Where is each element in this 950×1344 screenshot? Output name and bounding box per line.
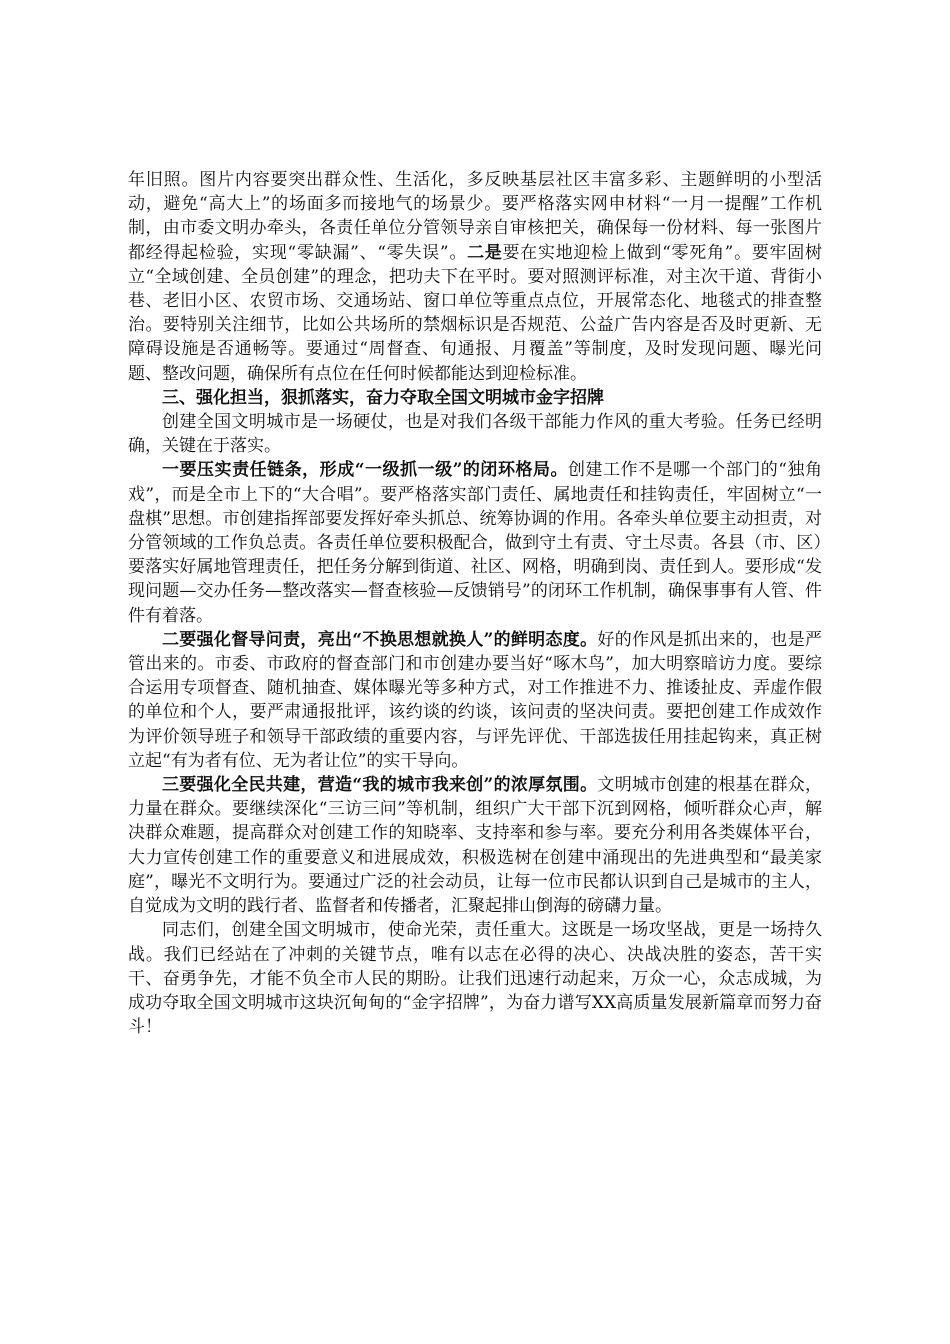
paragraph-point-1 [128, 458, 822, 627]
point-2-heading: 二要强化督导问责，亮出“不换思想就换人”的鲜明态度。 [162, 629, 598, 650]
document-body [128, 168, 822, 1039]
point-two-label: 二是 [467, 242, 503, 263]
point-3-heading: 三要强化全民共建，营造“我的城市我来创”的浓厚氛围。 [162, 775, 598, 796]
paragraph-text-cont: 要在实地迎检上做到“零死角”。要牢固树立“全域创建、全员创建”的理念，把功夫下在平时。要对照测评标准，对主次干道、背街小巷、老旧小区、农贸市场、交通场站、窗口单位等重点点位，开展常态化、地毯式的排查整治。要特别关注细节，比如公共场所的禁烟标识是否规范、公益广告内容是否及时更新、无障碍设施是否通畅等。要通过“周督查、旬通报、月覆盖”等制度，及时发现问题、曝光问题、整改问题，确保所有点位在任何时候都能达到迎检标准。 [128, 242, 823, 384]
point-1-text: 创建工作不是哪一个部门的“独角戏”，而是全市上下的“大合唱”。要严格落实部门责任、属地责任和挂钩责任，牢固树立“一盘棋”思想。市创建指挥部要发挥好牵头抓总、统筹协调的作用。各牵头单位要主动担责，对分管领域的工作负总责。各责任单位要积极配合，做到守土有责、守土尽责。各县（市、区）要落实好属地管理责任，把任务分解到街道、社区、网格，明确到岗、责任到人。要形成“发现问题—交办任务—整改落实—督查核验—反馈销号”的闭环工作机制，确保事事有人管、件件有着落。 [128, 460, 822, 626]
section-heading-3: 三、强化担当，狠抓落实，奋力夺取全国文明城市金字招牌 [162, 387, 604, 408]
paragraph-intro: 创建全国文明城市是一场硬仗，也是对我们各级干部能力作风的重大考验。任务已经明确，关键在于落实。 [128, 412, 822, 457]
paragraph-continuation [128, 168, 822, 386]
paragraph-point-2 [128, 628, 822, 773]
paragraph-point-3 [128, 773, 822, 918]
point-3-text: 文明城市创建的根基在群众，力量在群众。要继续深化“三访三问”等机制，组织广大干部下沉到网格，倾听群众心声，解决群众难题，提高群众对创建工作的知晓率、支持率和参与率。要充分利用各类媒体平台，大力宣传创建工作的重要意义和进展成效，积极选树在创建中涌现出的先进典型和“最美家庭”，曝光不文明行为。要通过广泛的社会动员，让每一位市民都认识到自己是城市的主人，自觉成为文明的践行者、监督者和传播者，汇聚起排山倒海的磅礴力量。 [128, 775, 823, 917]
point-2-text: 好的作风是抓出来的，也是严管出来的。市委、市政府的督查部门和市创建办要当好“啄木鸟”，加大明察暗访力度。要综合运用专项督查、随机抽查、媒体曝光等多种方式，对工作推进不力、推诿扯皮、弄虚作假的单位和个人，要严肃通报批评，该约谈的约谈，该问责的坚决问责。要把创建工作成效作为评价领导班子和领导干部政绩的重要内容，与评先评优、干部选拔任用挂起钩来，真正树立起“有为者有位、无为者让位”的实干导向。 [128, 629, 823, 771]
paragraph-text: 年旧照。图片内容要突出群众性、生活化，多反映基层社区丰富多彩、主题鲜明的小型活动，避免“高大上”的场面多而接地气的场景少。要严格落实网申材料“一月一提醒”工作机制，由市委文明办牵头，各责任单位分管领导亲自审核把关，确保每一份材料、每一张图片都经得起检验，实现“零缺漏”、“零失误”。 [128, 170, 822, 263]
paragraph-closing: 同志们，创建全国文明城市，使命光荣，责任重大。这既是一场攻坚战，更是一场持久战。我们已经站在了冲刺的关键节点，唯有以志在必得的决心、决战决胜的姿态，苦干实干、奋勇争先，才能不负全市人民的期盼。让我们迅速行动起来，万众一心，众志成城，为成功夺取全国文明城市这块沉甸甸的“金字招牌”，为奋力谱写XX高质量发展新篇章而努力奋斗！ [128, 920, 822, 1038]
point-1-heading: 一要压实责任链条，形成“一级抓一级”的闭环格局。 [162, 460, 569, 481]
